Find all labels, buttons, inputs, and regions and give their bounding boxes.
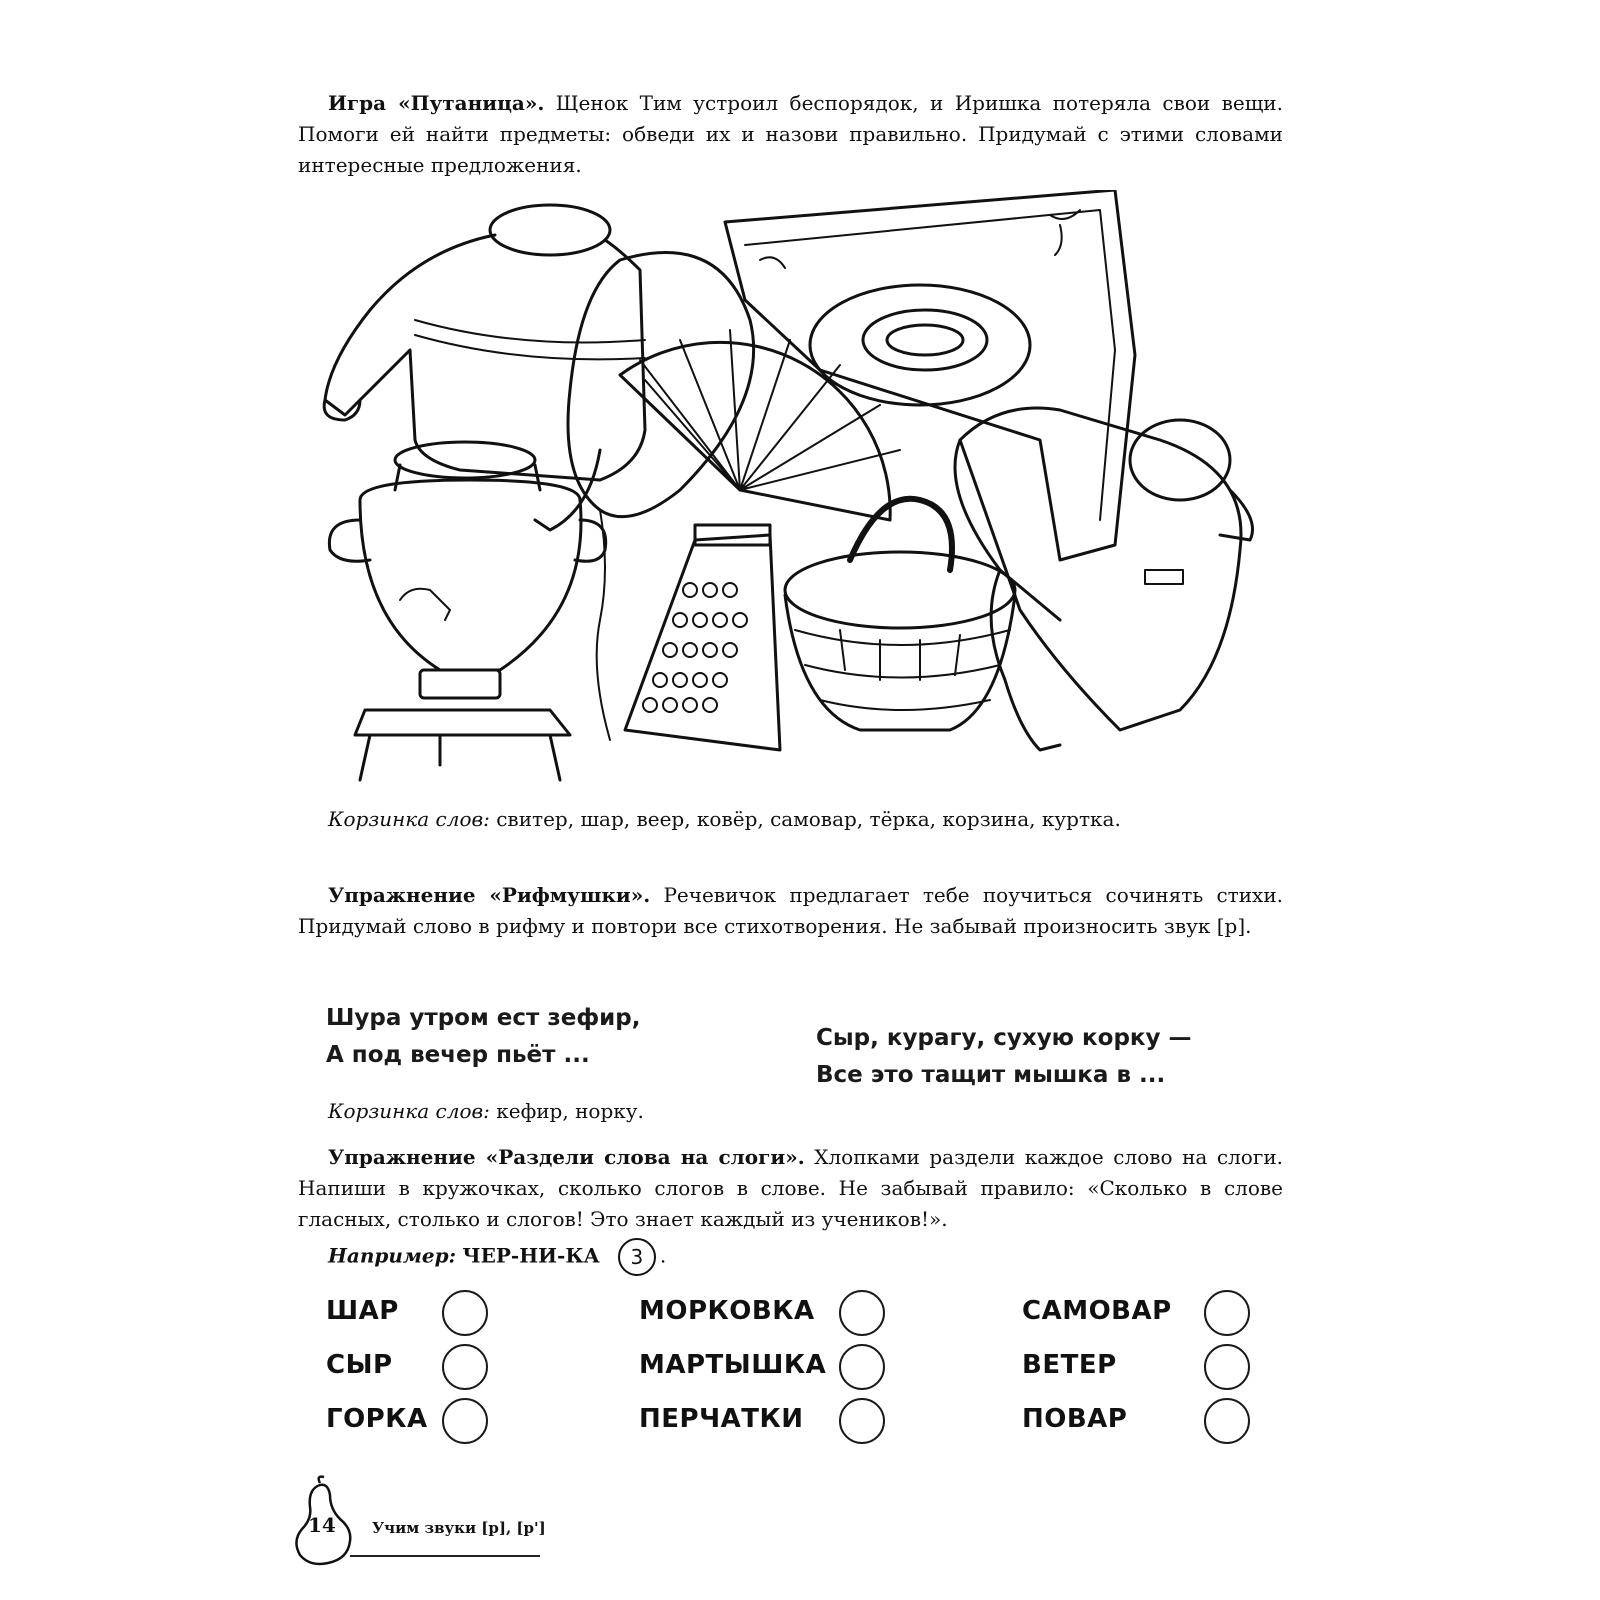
word-label: ВЕТЕР [1022,1350,1117,1380]
task1-paragraph [298,88,1283,181]
syllable-count-circle[interactable] [1204,1290,1250,1336]
puzzle-illustration [300,190,1290,800]
task3-title: Упражнение «Раздели слова на слоги». [328,1145,805,1169]
task3-text: Хлопками раздели каждое слово на слоги. Напиши в кружочках, сколько слогов в слове. Не забывай правило: «Сколько в слове гласных, столько и слогов! Это знает каждый из учеников!». [298,1145,1284,1231]
word-label: ШАР [326,1296,399,1326]
samovar-drawing [329,442,605,780]
basket-drawing [785,499,1015,730]
word-label: ПОВАР [1022,1404,1128,1434]
example-word: ЧЕР-НИ-КА [462,1243,600,1268]
syllable-example [328,1238,666,1276]
word-label: МОРКОВКА [639,1296,815,1326]
footer-title: Учим звуки [р], [р'] [372,1519,546,1537]
word-label: СЫР [326,1350,393,1380]
syllable-count-circle[interactable] [839,1290,885,1336]
syllable-words-grid [326,1290,1256,1460]
task2-basket-label: Корзинка слов: [328,1099,490,1123]
task2-word-basket [328,1097,644,1125]
word-label: МАРТЫШКА [639,1350,827,1380]
syllable-count-circle[interactable] [1204,1398,1250,1444]
poem-1 [326,1000,640,1074]
task1-title: Игра «Путаница». [328,91,545,115]
syllable-count-circle[interactable] [839,1344,885,1390]
example-end: . [659,1243,667,1268]
word-label: САМОВАР [1022,1296,1172,1326]
footer-rule [350,1555,540,1557]
task2-text: Речевичок предлагает тебе поучиться сочинять стихи. Придумай слово в рифму и повтори все стихотворения. Не забывай произносить звук [р]. [298,883,1284,938]
syllable-count-circle[interactable] [442,1398,488,1444]
poem-2 [816,1020,1192,1094]
syllable-count-circle[interactable] [839,1398,885,1444]
task1-basket-words: свитер, шар, веер, ковёр, самовар, тёрка, корзина, куртка. [489,807,1121,831]
task1-text: Щенок Тим устроил беспорядок, и Иришка потеряла свои вещи. Помоги ей найти предметы: обведи их и назови правильно. Придумай с этими словами интересные предложения. [298,91,1283,177]
syllable-count-circle[interactable] [442,1344,488,1390]
task2-title: Упражнение «Рифмушки». [328,883,651,907]
example-count-circle: 3 [618,1238,656,1276]
task1-word-basket [328,805,1121,833]
page-footer [290,1475,590,1565]
syllable-count-circle[interactable] [1204,1344,1250,1390]
syllable-count-circle[interactable] [442,1290,488,1336]
fan-drawing [620,330,900,520]
poem-2-line-2: Все это тащит мышка в ... [816,1062,1166,1088]
task1-basket-label: Корзинка слов: [328,807,490,831]
task2-basket-words: кефир, норку. [489,1099,644,1123]
poem-1-line-2: А под вечер пьёт ... [326,1042,590,1068]
poem-2-line-1: Сыр, курагу, сухую корку — [816,1025,1192,1051]
task2-paragraph [298,880,1283,942]
word-label: ПЕРЧАТКИ [639,1404,804,1434]
example-label: Например: [328,1243,457,1268]
task3-paragraph [298,1142,1283,1235]
page-number: 14 [308,1513,336,1537]
ball-drawing [568,253,754,741]
grater-drawing [625,525,780,750]
poem-1-line-1: Шура утром ест зефир, [326,1005,641,1031]
word-label: ГОРКА [326,1404,428,1434]
jacket-drawing [955,408,1253,750]
